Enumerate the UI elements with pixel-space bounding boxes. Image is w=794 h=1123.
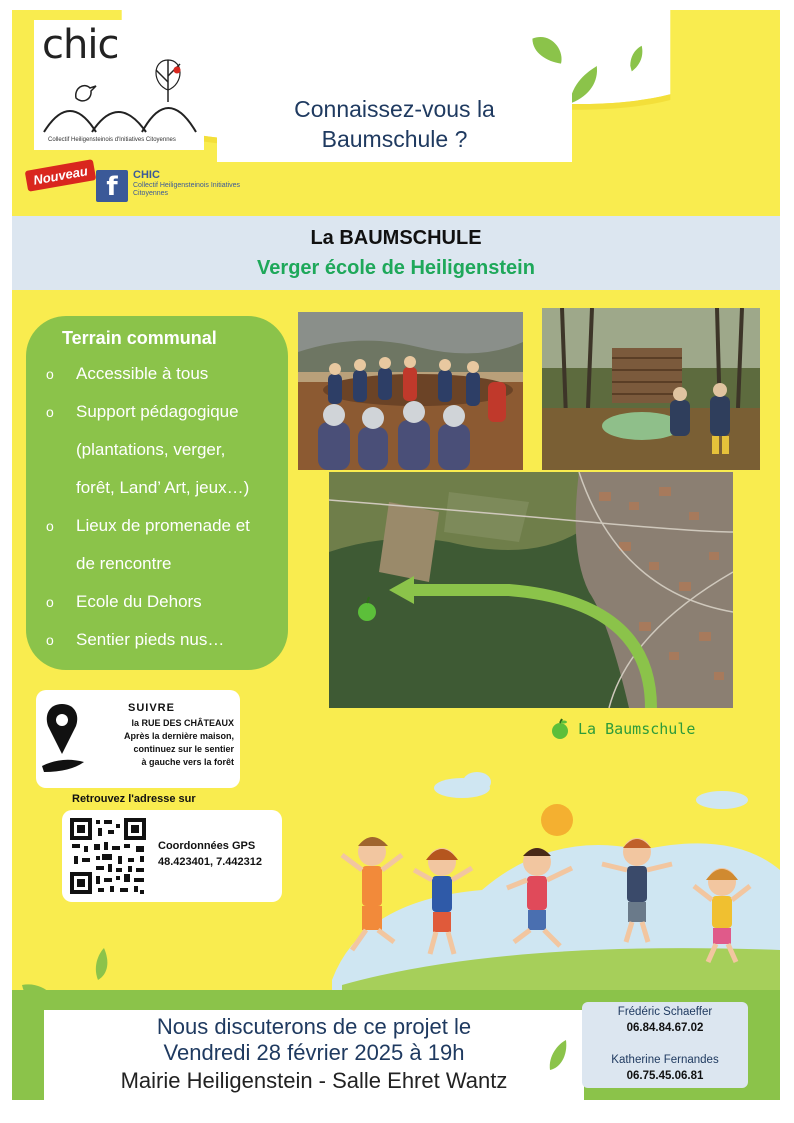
list-item: o Ecole du Dehors (46, 592, 202, 611)
directions-card (36, 690, 240, 788)
qr-code-icon[interactable] (68, 816, 148, 896)
contact-name: Frédéric Schaeffer (617, 1006, 713, 1018)
jumping-kids-illustration (302, 770, 780, 1010)
contacts-card (582, 1002, 748, 1088)
poster (12, 10, 780, 1100)
band-title: La BAUMSCHULE (310, 227, 482, 249)
footer-line-2: Vendredi 28 février 2025 à 19h (163, 1040, 465, 1065)
list-item: o Accessible à tous (46, 364, 209, 383)
sun-icon (541, 804, 573, 836)
facebook-subtitle: Collectif Heiligensteinois Initiatives Citoyennes (133, 182, 240, 197)
logo-caption: Collectif Heiligensteinois d'Initiatives Citoyennes (48, 137, 176, 143)
list-item-continued: (plantations, verger, (76, 440, 226, 459)
contact-phone[interactable]: 06.84.84.67.02 (626, 1022, 704, 1034)
title-line-2: Baumschule ? (321, 126, 468, 152)
list-item: o Lieux de promenade et (46, 516, 250, 535)
facebook-name: CHIC (133, 169, 160, 181)
footer-line-1: Nous discuterons de ce projet le (156, 1014, 472, 1039)
facebook-link[interactable] (26, 160, 240, 210)
directions-line: Après la dernière maison, (123, 731, 234, 741)
title-band (12, 216, 780, 290)
directions-line: continuez sur le sentier (133, 744, 234, 754)
directions-title: SUIVRE (128, 702, 175, 714)
photo-forest-shelter (542, 308, 760, 470)
page-title (217, 86, 572, 162)
terrain-panel (26, 316, 288, 670)
directions-line: la RUE DES CHÂTEAUX (131, 718, 234, 728)
list-item: o Sentier pieds nus… (46, 630, 225, 649)
list-item-continued: de rencontre (76, 554, 172, 573)
list-item-continued: forêt, Land’ Art, jeux…) (76, 478, 250, 497)
contact-phone[interactable]: 06.75.45.06.81 (626, 1070, 704, 1082)
nouveau-badge: Nouveau (25, 159, 97, 192)
facebook-icon[interactable]: f (96, 170, 128, 202)
terrain-heading: Terrain communal (62, 328, 217, 348)
aerial-map (329, 472, 733, 708)
gps-label: Coordonnées GPS (158, 840, 256, 852)
logo-hills-icon (34, 20, 204, 150)
photo-children-circle (298, 312, 523, 470)
chic-logo (34, 20, 204, 150)
directions-text (78, 717, 234, 769)
address-hint: Retrouvez l'adresse sur (72, 793, 196, 805)
terrain-list (46, 355, 274, 659)
directions-line: à gauche vers la forêt (141, 757, 234, 767)
logo-text: chic (42, 22, 119, 68)
title-line-1: Connaissez-vous la (294, 96, 495, 122)
gps-card (62, 810, 282, 902)
gps-coordinates: 48.423401, 7.442312 (158, 856, 262, 868)
contact-name: Katherine Fernandes (611, 1054, 719, 1066)
footer-line-3: Mairie Heiligenstein - Salle Ehret Wantz (120, 1068, 508, 1093)
apple-icon (550, 718, 570, 740)
band-subtitle: Verger école de Heiligenstein (257, 257, 535, 279)
leaf-icon (544, 1036, 574, 1076)
list-item: o Support pédagogique (46, 402, 239, 421)
map-label (550, 718, 695, 740)
map-label-text: La Baumschule (578, 720, 696, 738)
